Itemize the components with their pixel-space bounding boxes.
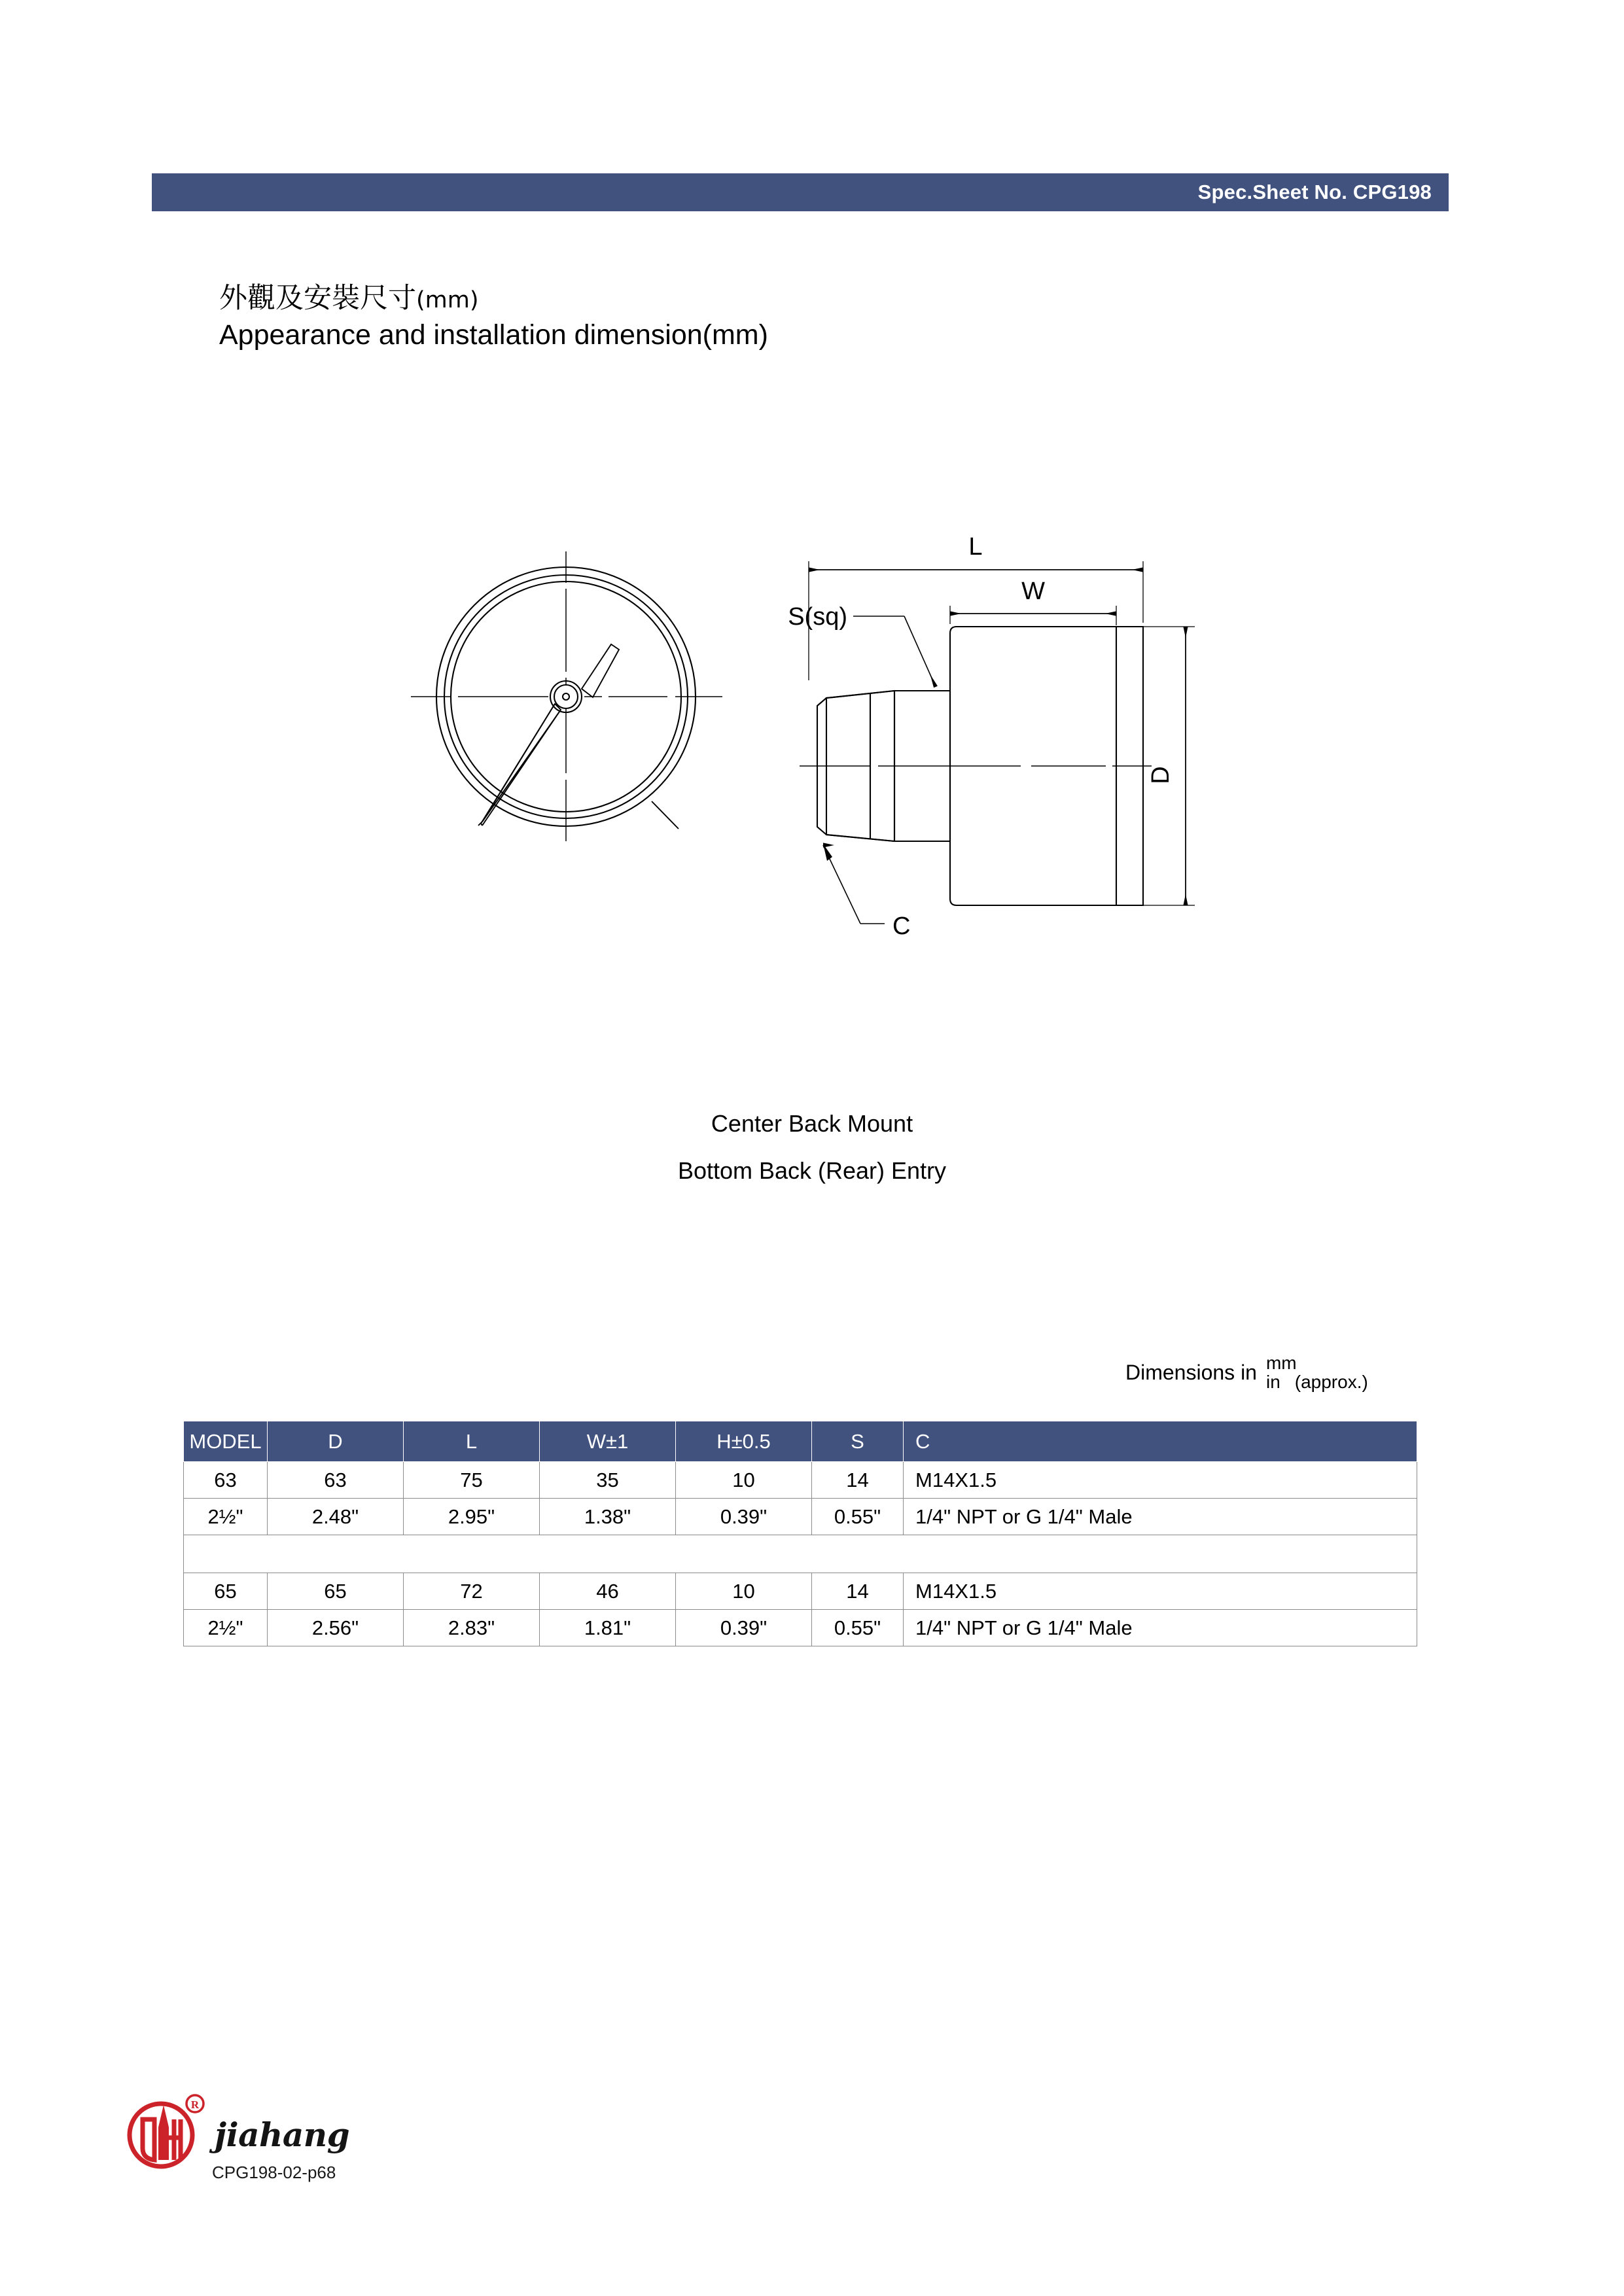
cell-s: 0.55" <box>812 1499 904 1535</box>
caption-center-back-mount: Center Back Mount <box>711 1110 913 1137</box>
cell-c: 1/4" NPT or G 1/4" Male <box>904 1499 1417 1535</box>
table-header <box>184 1421 1417 1462</box>
drawings-svg <box>0 484 1624 1138</box>
cell-spacer <box>184 1535 1417 1573</box>
cell-w: 1.81" <box>540 1610 676 1646</box>
cell-model: 65 <box>184 1573 268 1610</box>
cell-s: 14 <box>812 1462 904 1499</box>
jiahang-logo-icon <box>123 2091 207 2174</box>
cell-model: 2½" <box>184 1499 268 1535</box>
cell-d: 2.48" <box>268 1499 404 1535</box>
document-code: CPG198-02-p68 <box>212 2163 336 2182</box>
caption-bottom-back-entry: Bottom Back (Rear) Entry <box>677 1157 947 1184</box>
cell-h: 0.39" <box>676 1610 812 1646</box>
section-title <box>219 283 1004 352</box>
cell-c: M14X1.5 <box>904 1462 1417 1499</box>
dimension-label-S-sq: S(sq) <box>788 603 847 631</box>
dimensions-unit-stack <box>1266 1354 1368 1391</box>
cell-l: 2.95" <box>404 1499 540 1535</box>
cell-model: 63 <box>184 1462 268 1499</box>
dimensions-unit-note <box>1125 1354 1368 1391</box>
cell-s: 0.55" <box>812 1610 904 1646</box>
column-header-h: H±0.5 <box>676 1421 812 1462</box>
specification-table <box>183 1421 1417 1646</box>
cell-c: 1/4" NPT or G 1/4" Male <box>904 1610 1417 1646</box>
front-view-group <box>411 551 722 841</box>
table-row <box>184 1499 1417 1535</box>
table-row <box>184 1610 1417 1646</box>
cell-s: 14 <box>812 1573 904 1610</box>
technical-drawings <box>0 484 1624 1138</box>
cell-d: 2.56" <box>268 1610 404 1646</box>
cell-l: 75 <box>404 1462 540 1499</box>
cell-model: 2½" <box>184 1610 268 1646</box>
cell-d: 63 <box>268 1462 404 1499</box>
section-title-chinese-main: 外觀及安裝尺寸 <box>219 282 416 315</box>
header-bar <box>152 173 1449 211</box>
cell-c: M14X1.5 <box>904 1573 1417 1610</box>
section-title-english: Appearance and installation dimension(mm) <box>219 319 768 351</box>
section-title-chinese-unit: (mm) <box>416 287 479 313</box>
cell-d: 65 <box>268 1573 404 1610</box>
table-row <box>184 1462 1417 1499</box>
column-header-l: L <box>404 1421 540 1462</box>
side-view-group <box>800 561 1195 924</box>
dimension-label-C: C <box>892 913 911 940</box>
brand-name: jiahang <box>215 2115 350 2154</box>
table-row <box>184 1573 1417 1610</box>
column-header-s: S <box>812 1421 904 1462</box>
mount-captions <box>0 1112 1624 1183</box>
dimensions-unit-mm: mm <box>1265 1353 1297 1373</box>
table-header-row <box>184 1421 1417 1462</box>
dimension-label-D: D <box>1147 766 1174 784</box>
cell-w: 35 <box>540 1462 676 1499</box>
cell-h: 10 <box>676 1462 812 1499</box>
dimensions-unit-in: in <box>1265 1371 1280 1392</box>
table-spacer-row <box>184 1535 1417 1573</box>
dimensions-approx-note: (approx.) <box>1294 1371 1368 1392</box>
column-header-w: W±1 <box>540 1421 676 1462</box>
cell-w: 1.38" <box>540 1499 676 1535</box>
dimensions-note-label: Dimensions in <box>1125 1361 1257 1385</box>
registered-trademark-symbol: R <box>190 2098 200 2111</box>
dimension-label-W: W <box>1021 578 1045 605</box>
column-header-model: MODEL <box>184 1421 268 1462</box>
section-title-chinese <box>219 283 1004 315</box>
dimension-label-L: L <box>968 533 983 561</box>
cell-l: 72 <box>404 1573 540 1610</box>
column-header-c: C <box>904 1421 1417 1462</box>
cell-h: 10 <box>676 1573 812 1610</box>
cell-h: 0.39" <box>676 1499 812 1535</box>
column-header-d: D <box>268 1421 404 1462</box>
cell-l: 2.83" <box>404 1610 540 1646</box>
spec-sheet-number: Spec.Sheet No. CPG198 <box>1197 181 1432 203</box>
cell-w: 46 <box>540 1573 676 1610</box>
table-body <box>184 1462 1417 1646</box>
footer <box>123 2091 581 2208</box>
